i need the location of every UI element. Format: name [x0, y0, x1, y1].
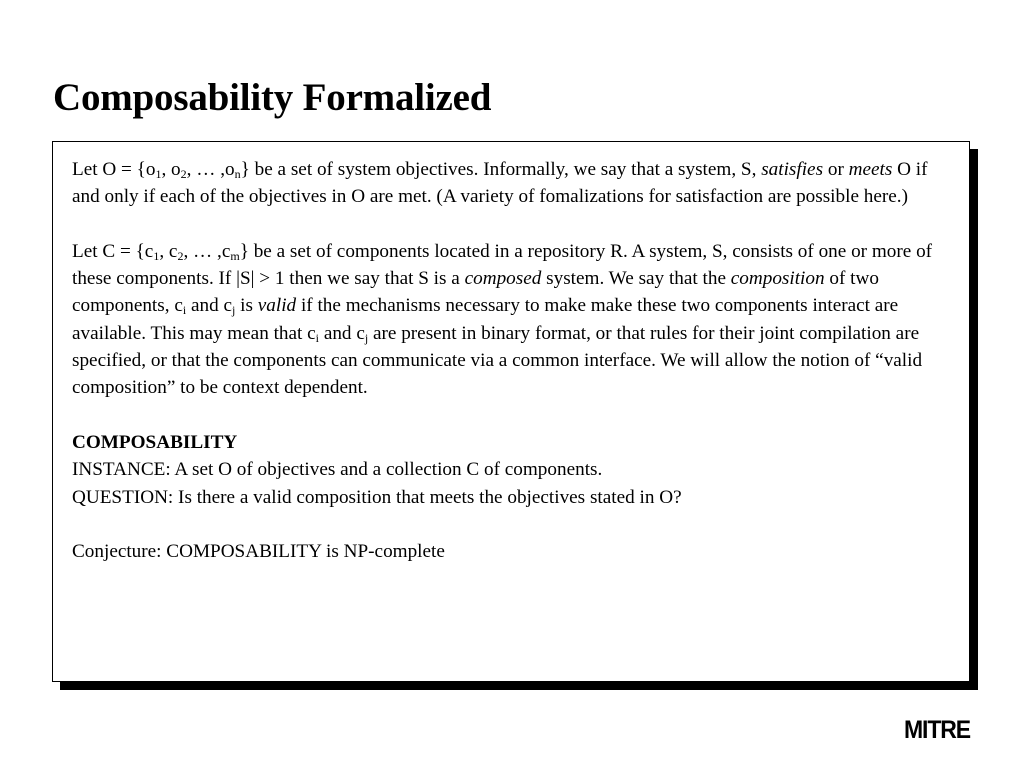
subscript: i [315, 330, 320, 345]
italic-term-satisfies: satisfies [761, 159, 824, 180]
subscript: 2 [177, 248, 184, 263]
paragraph-gap [72, 511, 952, 538]
conjecture-text: Conjecture: COMPOSABILITY is NP-complete [72, 541, 445, 563]
subscript: 1 [155, 167, 162, 181]
content-text [72, 156, 952, 565]
text-run: , o [161, 159, 181, 180]
text-run: or [823, 159, 849, 180]
problem-instance: INSTANCE: A set O of objectives and a collection C of components. [72, 459, 603, 481]
text-run: Let C = {c [72, 240, 154, 262]
text-run: , c [159, 240, 178, 262]
paragraph-gap [72, 211, 952, 238]
text-run: system. We say that the [541, 268, 731, 290]
text-run: of two components, c [72, 268, 879, 317]
text-run: if the mechanisms necessary to make make these two components interact are available. This may mean that c [72, 295, 899, 344]
text-run: is [235, 295, 258, 317]
subscript: 1 [153, 248, 160, 263]
problem-question: QUESTION: Is there a valid composition that meets the objectives stated in O? [72, 486, 682, 508]
subscript: i [182, 303, 187, 318]
text-run: , … ,c [183, 240, 231, 262]
text-run: are present in binary format, or that rules for their joint compilation are specified, or that the components can communicate via a common interface. We will allow the notion of “valid composition” to be context dependent. [72, 322, 923, 399]
italic-term-valid: valid [257, 295, 297, 317]
italic-term-meets: meets [848, 159, 893, 180]
text-run: } be a set of components located in a repository R. A system, S, consists of one or more of these components. If |S| > 1 then we say that S is a [72, 240, 933, 290]
subscript: j [364, 330, 369, 345]
text-run: } be a set of system objectives. Informally, we say that a system, S, [240, 159, 762, 180]
subscript: n [234, 167, 241, 181]
mitre-logo: MITRE [904, 716, 971, 744]
text-run: and c [319, 322, 365, 344]
objectives-paragraph [72, 156, 952, 211]
text-run: , … ,o [186, 159, 235, 180]
text-run: Let O = {o [72, 159, 156, 180]
subscript: j [232, 303, 236, 318]
text-run: and c [186, 295, 233, 317]
text-run: O if and only if each of the objectives in O are met. (A variety of fomalizations for satisfaction are possible here.) [72, 159, 928, 208]
subscript: 2 [180, 167, 187, 181]
subscript: m [230, 248, 240, 263]
italic-term-composition: composition [730, 268, 825, 290]
problem-heading: COMPOSABILITY [72, 431, 238, 453]
italic-term-composed: composed [464, 268, 542, 290]
content-box [52, 141, 970, 682]
paragraph-gap [72, 402, 952, 429]
slide-title: Composability Formalized [53, 76, 492, 119]
components-paragraph [72, 238, 952, 402]
